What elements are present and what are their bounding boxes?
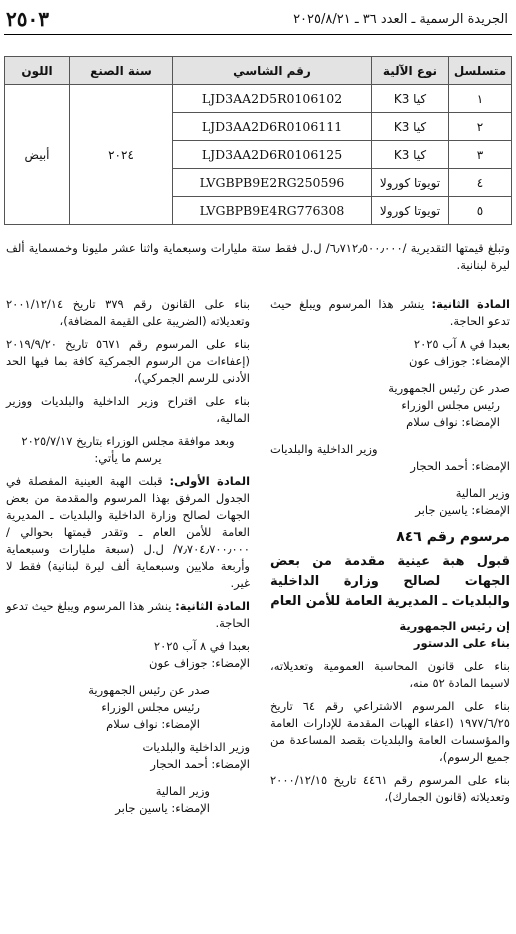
cell-serial: ٣ [449,141,512,169]
cell-serial: ٢ [449,113,512,141]
president-signature: الإمضاء: جوزاف عون [409,354,510,368]
article-1 [6,473,250,592]
interior-minister-signature: الإمضاء: أحمد الحجار [150,757,250,771]
cell-serial: ٥ [449,197,512,225]
table-header-row [5,57,512,85]
article-2-text: ينشر هذا المرسوم ويبلغ حيث تدعو الحاجة. [6,599,250,630]
pm-title: رئيس مجلس الوزراء [401,398,500,412]
header-type: نوع الآلية [372,57,449,85]
preamble-president: إن رئيس الجمهورية [399,619,510,633]
table-row [5,85,512,113]
cell-chassis: LJD3AA2D6R0106111 [173,113,372,141]
president-signature: الإمضاء: جوزاف عون [149,656,250,670]
cell-type: كيا K3 [372,141,449,169]
cell-chassis: LVGBPB9E2RG250596 [173,169,372,197]
article-2 [270,296,510,330]
pm-signature: الإمضاء: نواف سلام [106,717,200,731]
decree-date: بعبدا في ٨ آب ٢٠٢٥ [413,337,510,351]
cabinet-approval: وبعد موافقة مجلس الوزراء بتاريخ ٢٠٢٥/٧/١٧ [21,434,235,448]
estimated-value-note: وتبلغ قيمتها التقديرية /٦٫٧١٢٫٥٠٠٫٠٠٠/ ل.ل فقط ستة مليارات وسبعماية واثنا عشر مليونا وخمسماية ألف ليرة لبنانية. [6,241,510,272]
decree-subject: قبول هبة عينية مقدمة من بعض الجهات لصالح وزارة الداخلية والبلديات ـ المديرية العامة للأمن العام [270,554,510,609]
cell-type: كيا K3 [372,113,449,141]
decree-title: مرسوم رقم ٨٤٦ [396,529,510,545]
cell-type: تويوتا كورولا [372,169,449,197]
article-2-label: المادة الثانية: [175,599,250,613]
header-color: اللون [5,57,70,85]
legal-basis-5: بناء على المرسوم رقم ٥٦٧١ تاريخ ٢٠١٩/٩/٢٠ (إعفاءات من الرسوم الجمركية كافة بما فيها الحد الأدنى للرسم الجمركي)، [6,337,250,385]
finance-minister-signature: الإمضاء: ياسين جابر [415,503,510,517]
cell-year: ٢٠٢٤ [70,85,173,225]
finance-minister-title: وزير المالية [455,486,510,500]
header-serial: متسلسل [449,57,512,85]
right-column [270,296,510,812]
article-1-text: قبلت الهبة العينية المفصلة في الجدول المرفق بهذا المرسوم والمقدمة من بعض الجهات لصالح وزارة الداخلية والبلديات ـ المديرية العامة للأمن العام ـ وتقدر قيمتها بحوالي /٧٫٧٠٤٫٧٠٠٫٠٠٠/ ل.ل (سبعة مليارات وسبعماية وأربعة ملايين وسبعماية ألف ليرة لبنانية) فقط لا غير. [6,474,250,590]
cell-serial: ٤ [449,169,512,197]
legal-basis-6: بناء على اقتراح وزير الداخلية والبلديات ووزير المالية، [6,394,250,425]
decree-date: بعبدا في ٨ آب ٢٠٢٥ [153,639,250,653]
header-chassis: رقم الشاسي [173,57,372,85]
cell-chassis: LJD3AA2D5R0106102 [173,85,372,113]
issued-by: صدر عن رئيس الجمهورية [388,381,510,395]
interior-minister-signature: الإمضاء: أحمد الحجار [410,459,510,473]
article-1-label: المادة الأولى: [169,474,251,488]
cell-type: تويوتا كورولا [372,197,449,225]
legal-basis-3: بناء على المرسوم رقم ٤٤٦١ تاريخ ٢٠٠٠/١٢/١٥ وتعديلاته (قانون الجمارك)، [270,773,510,804]
article-2 [6,598,250,632]
pm-title: رئيس مجلس الوزراء [101,700,200,714]
cell-chassis: LJD3AA2D6R0106125 [173,141,372,169]
issued-by: صدر عن رئيس الجمهورية [88,683,210,697]
article-2-label: المادة الثانية: [431,297,511,311]
interior-minister-title: وزير الداخلية والبلديات [270,442,378,456]
page-number: ٢٥٠٣ [6,7,49,31]
cell-type: كيا K3 [372,85,449,113]
legal-basis-4: بناء على القانون رقم ٣٧٩ تاريخ ٢٠٠١/١٢/١٤ وتعديلاته (الضريبة على القيمة المضافة)، [6,297,250,328]
page-header [4,6,512,35]
preamble-constitution: بناء على الدستور [413,636,510,650]
header-year: سنة الصنع [70,57,173,85]
gazette-title: الجريدة الرسمية ـ العدد ٣٦ ـ ٢٠٢٥/٨/٢١ [293,12,508,27]
article-2-text: ينشر هذا المرسوم ويبلغ حيث تدعو الحاجة. [270,297,510,328]
legal-basis-2: بناء على المرسوم الاشتراعي رقم ٦٤ تاريخ ١٩٧٧/٦/٢٥ (اعفاء الهبات المقدمة للإدارات العامة والمؤسسات العامة والبلديات بقصد المساعدة من جميع الرسوم)، [270,699,510,764]
left-column [6,296,250,823]
interior-minister-title: وزير الداخلية والبلديات [142,740,250,754]
finance-minister-signature: الإمضاء: ياسين جابر [115,801,210,815]
cell-chassis: LVGBPB9E4RG776308 [173,197,372,225]
decrees-as-follows: يرسم ما يأتي: [94,451,162,465]
cell-color: أبيض [5,85,70,225]
pm-signature: الإمضاء: نواف سلام [406,415,500,429]
legal-basis-1: بناء على قانون المحاسبة العمومية وتعديلاته، لاسيما المادة ٥٢ منه، [270,659,510,690]
finance-minister-title: وزير المالية [155,784,210,798]
vehicles-table [4,56,512,225]
cell-serial: ١ [449,85,512,113]
